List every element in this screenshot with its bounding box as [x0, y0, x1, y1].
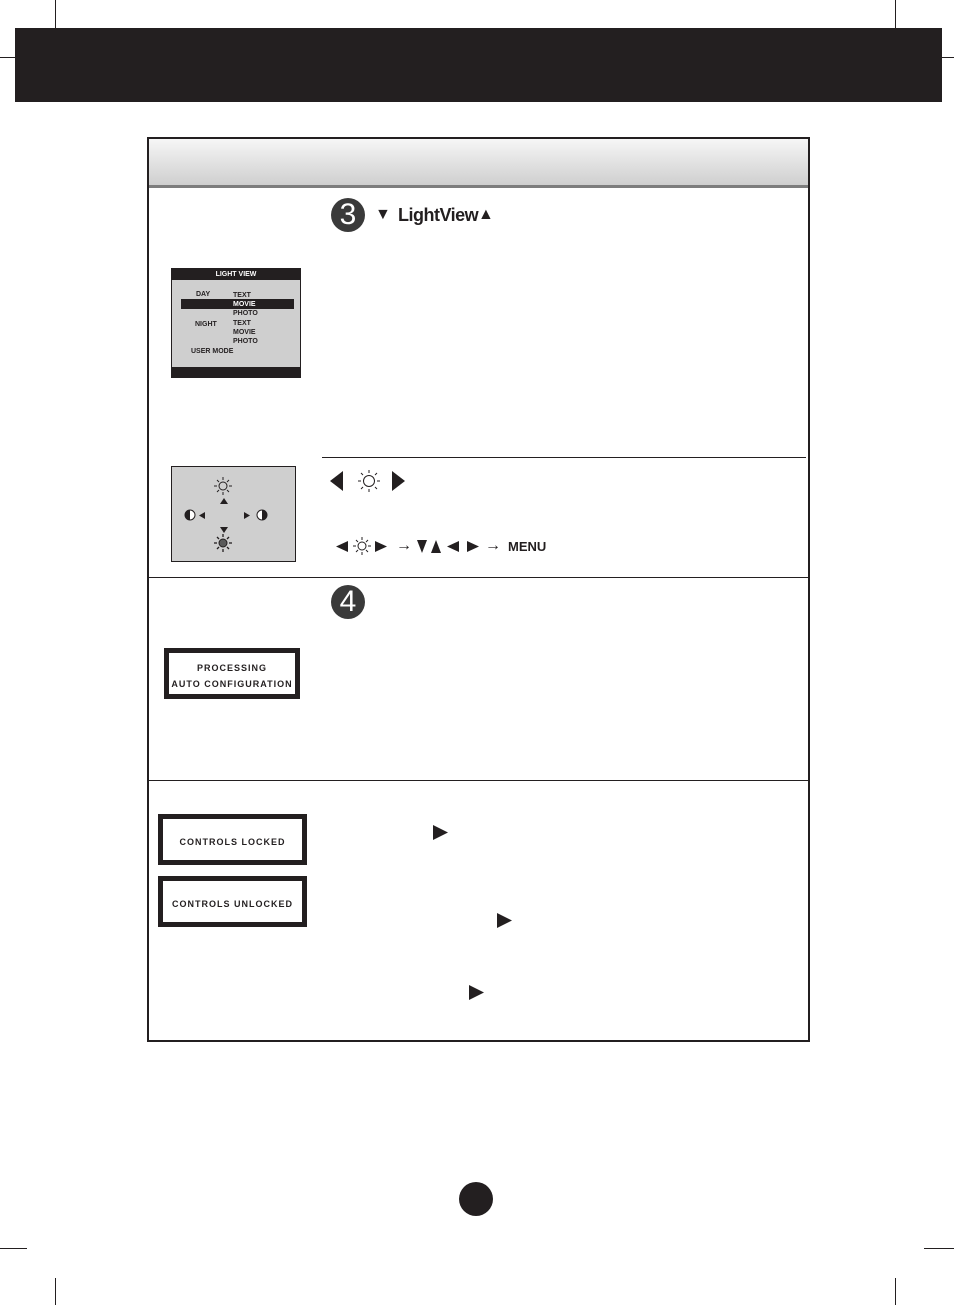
osd-title: LIGHT VIEW [172, 269, 300, 280]
osd-footer [172, 367, 300, 377]
osd-item-day-text: TEXT [233, 292, 251, 299]
page-header-bar [15, 28, 942, 102]
lightview-title: LightView [398, 205, 479, 225]
osd-item-night-text: TEXT [233, 320, 251, 327]
seq-arrow-1: → [396, 537, 412, 554]
auto-config-label: AUTO CONFIGURATION [171, 679, 293, 689]
left-triangle-icon [330, 471, 344, 491]
page-number-badge [459, 1182, 493, 1216]
controls-unlocked-box [158, 876, 307, 927]
down-triangle-icon: ▼ [375, 206, 391, 223]
down-arrow-icon [220, 527, 228, 533]
right-arrow-icon [244, 512, 250, 519]
step-4-number: 4 [331, 585, 365, 619]
step-3-number: 3 [331, 198, 365, 232]
crop-mark [895, 1278, 896, 1305]
seq-menu-label: MENU [508, 539, 547, 554]
lock-right-arrow-icon-2 [497, 913, 512, 928]
seq-right-icon [375, 541, 387, 552]
seq-down-icon [417, 540, 427, 553]
crop-mark [942, 57, 954, 58]
contrast-left-icon [184, 509, 196, 521]
processing-label: PROCESSING [196, 663, 267, 673]
osd-group-day: DAY [196, 291, 211, 298]
seq-left2-icon [447, 541, 459, 552]
seq-left-icon [336, 541, 348, 552]
osd-control-panel [171, 466, 296, 562]
seq-up-icon [431, 540, 441, 553]
divider-lock [149, 780, 808, 781]
osd-group-night: NIGHT [195, 321, 217, 328]
right-triangle-icon [392, 471, 406, 491]
osd-item-day-photo: PHOTO [233, 310, 258, 317]
divider-step4 [149, 577, 808, 578]
crop-mark [55, 1278, 56, 1305]
lock-right-arrow-icon-1 [433, 825, 448, 840]
brightness-up-sun-icon [214, 477, 232, 495]
seq-arrow-2: → [485, 537, 501, 554]
controls-locked-label: CONTROLS LOCKED [179, 837, 286, 847]
brightness-down-sun-icon [214, 534, 232, 552]
up-arrow-icon [220, 498, 228, 504]
crop-mark [0, 1248, 27, 1249]
divider-lightview [322, 457, 806, 458]
crop-mark [0, 57, 15, 58]
contrast-right-icon [256, 509, 268, 521]
seq-sun-icon [353, 537, 371, 555]
frame-header [149, 139, 808, 188]
osd-user-mode: USER MODE [191, 348, 234, 355]
lock-right-arrow-icon-3 [469, 985, 484, 1000]
crop-mark [55, 0, 56, 28]
controls-locked-box [158, 814, 307, 865]
left-arrow-icon [199, 512, 205, 519]
up-triangle-icon: ▲ [478, 206, 494, 223]
crop-mark [895, 0, 896, 28]
osd-item-night-movie: MOVIE [233, 329, 256, 336]
seq-right2-icon [467, 541, 479, 552]
brightness-sun-icon [357, 469, 381, 493]
osd-item-day-movie: MOVIE [233, 301, 256, 308]
crop-mark [924, 1248, 954, 1249]
lightview-osd-menu [171, 268, 301, 378]
controls-unlocked-label: CONTROLS UNLOCKED [172, 899, 293, 909]
osd-item-night-photo: PHOTO [233, 338, 258, 345]
processing-message-box [164, 648, 300, 699]
